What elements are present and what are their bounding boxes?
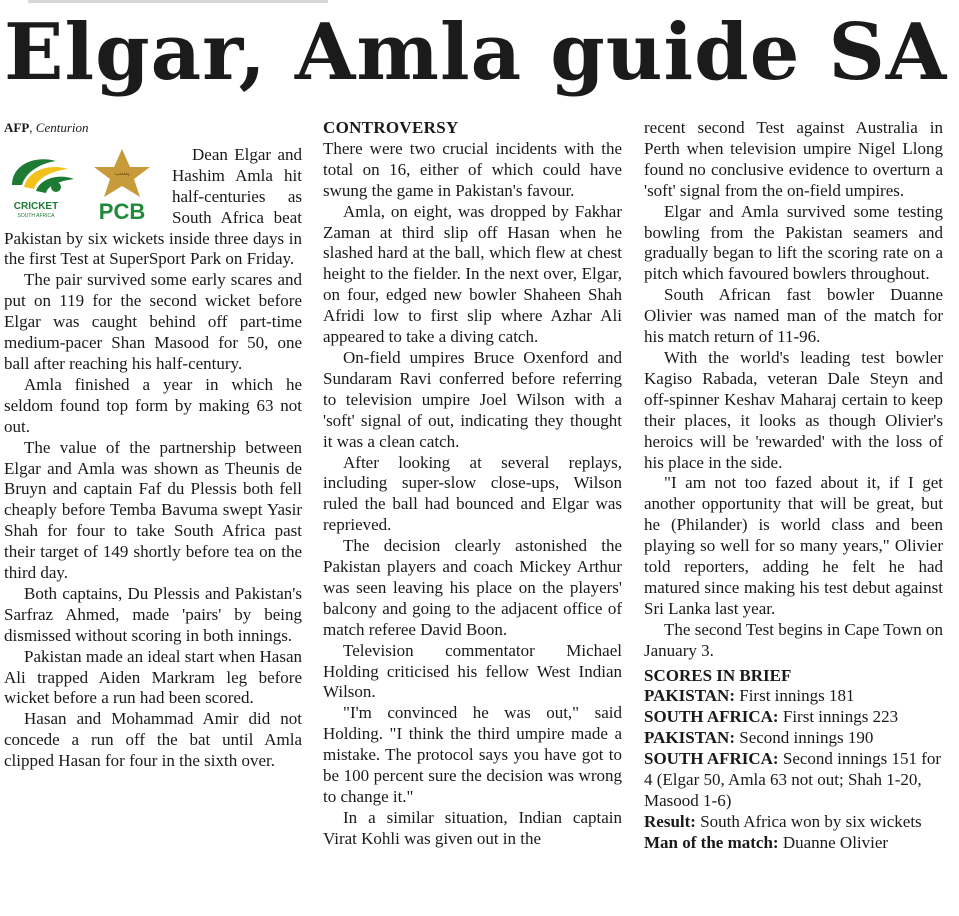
score-line: PAKISTAN: First innings 181 [644, 686, 855, 706]
col2-paragraph: The decision clearly astonished the Pakistan players and coach Mickey Arthur was seen leaving his place on the players' balcony and going to the adjacent office of match referee David Boon. [323, 536, 622, 639]
score-line: Man of the match: Duanne Olivier [644, 832, 889, 852]
top-rule [28, 0, 328, 3]
col2-paragraph: Television commentator Michael Holding criticised his fellow West Indian Wilson. [323, 640, 622, 702]
byline-agency: AFP [4, 120, 30, 135]
scores-heading: SCORES IN BRIEF [644, 665, 792, 685]
article-column-2 [323, 118, 622, 850]
cricket-south-africa-logo [4, 147, 80, 223]
article-column-3 [644, 118, 943, 854]
col2-paragraph: In a similar situation, Indian captain Virat Kohli was given out in the [323, 807, 622, 848]
col3-paragraph: recent second Test against Australia in Perth when television umpire Nigel Llong found no conclusive evidence to overturn a 'soft' signal from the on-field umpires. [644, 118, 943, 200]
pcb-logo [84, 147, 160, 223]
score-line: SOUTH AFRICA: Second innings 151 for 4 (Elgar 50, Amla 63 not out; Shah 1-20, Masood 1-6) [644, 749, 942, 810]
col2-paragraph: "I'm convinced he was out," said Holding. "I think the third umpire made a mistake. The protocol says you have got to be 100 percent sure the decision was wrong to change it." [323, 703, 622, 806]
col3-paragraph: South African fast bowler Duanne Olivier was named man of the match for his match return of 11-96. [644, 285, 943, 347]
col1-paragraph: Both captains, Du Plessis and Pakistan's Sarfraz Ahmed, made 'pairs' by being dismissed without scoring in both innings. [4, 583, 302, 645]
col1-paragraph: Pakistan made an ideal start when Hasan Ali trapped Aiden Markram leg before wicket before a run had been scored. [4, 646, 302, 708]
score-line: Result: South Africa won by six wickets [644, 811, 922, 831]
col3-paragraph: "I am not too fazed about it, if I get another opportunity that will be great, but he (Philander) is world class and been playing so well for so many years," Olivier told reporters, adding he felt he had matured since making his test debut against Sri Lanka last year. [644, 473, 943, 618]
col2-paragraph: After looking at several replays, including super-slow close-ups, Wilson ruled the ball had bounced and Elgar was reprieved. [323, 452, 622, 535]
col2-paragraph: There were two crucial incidents with the total on 16, either of which could have swung the game in Pakistan's favour. [323, 138, 622, 200]
subheading-controversy: CONTROVERSY [323, 118, 459, 137]
col1-paragraph: Hasan and Mohammad Amir did not concede a run off the bat until Amla clipped Hasan for four in the sixth over. [4, 709, 302, 771]
headline: Elgar, Amla guide SA [4, 7, 948, 98]
col1-paragraph: Dean Elgar and Hashim Amla hit half-centuries as South Africa beat Pakistan by six wickets inside three days in the first Test at SuperSport Park on Friday. [4, 144, 302, 269]
col3-paragraph: With the world's leading test bowler Kagiso Rabada, veteran Dale Steyn and off-spinner Keshav Maharaj certain to keep their places, it looks as though Olivier's heroics will be 'rewarded' with the loss of his place in the side. [644, 347, 943, 472]
logo-group [4, 147, 168, 223]
col1-paragraph: Amla finished a year in which he seldom found top form by making 63 not out. [4, 374, 302, 436]
score-line: PAKISTAN: Second innings 190 [644, 728, 874, 748]
cricket-sa-logo-line2: SOUTH AFRICA [17, 212, 55, 219]
byline-location: Centurion [35, 120, 89, 135]
score-line: SOUTH AFRICA: First innings 223 [644, 707, 899, 727]
col2-paragraph: Amla, on eight, was dropped by Fakhar Zaman at third slip off Hasan when he slashed hard at the ball, which flew at chest height to the fielder. In the next over, Elgar, on four, edged new bowler Shaheen Shah Afridi low to first slip where Azhar Ali appeared to take a diving catch. [323, 201, 622, 347]
scores-in-brief [644, 666, 943, 854]
article-column-1 [4, 118, 302, 772]
byline: AFP, Centurion [4, 120, 89, 135]
col3-paragraph: The second Test begins in Cape Town on January 3. [644, 619, 943, 660]
col2-paragraph: On-field umpires Bruce Oxenford and Sundaram Ravi conferred before referring to television umpire Joel Wilson with a 'soft' signal of out, indicating they thought it was a clean catch. [323, 347, 622, 451]
col1-paragraph: The value of the partnership between Elgar and Amla was shown as Theunis de Bruyn and captain Faf du Plessis both fell cheaply before Temba Bavuma swept Yasir Shah for four to take South Africa past their target of 149 shortly before tea on the third day. [4, 437, 302, 583]
col3-paragraph: Elgar and Amla survived some testing bowling from the Pakistan seamers and gradually began to lift the scoring rate on a pitch which favoured bowlers throughout. [644, 201, 943, 284]
cricket-sa-logo-line1: CRICKET [13, 200, 59, 212]
svg-text:پسب: پسب [114, 168, 130, 177]
col1-paragraph: The pair survived some early scares and put on 119 for the second wicket before Elgar was caught behind off part-time medium-pacer Shan Masood for 50, one ball after reaching his half-century. [4, 270, 302, 373]
pcb-logo-text: PCB [98, 198, 146, 223]
